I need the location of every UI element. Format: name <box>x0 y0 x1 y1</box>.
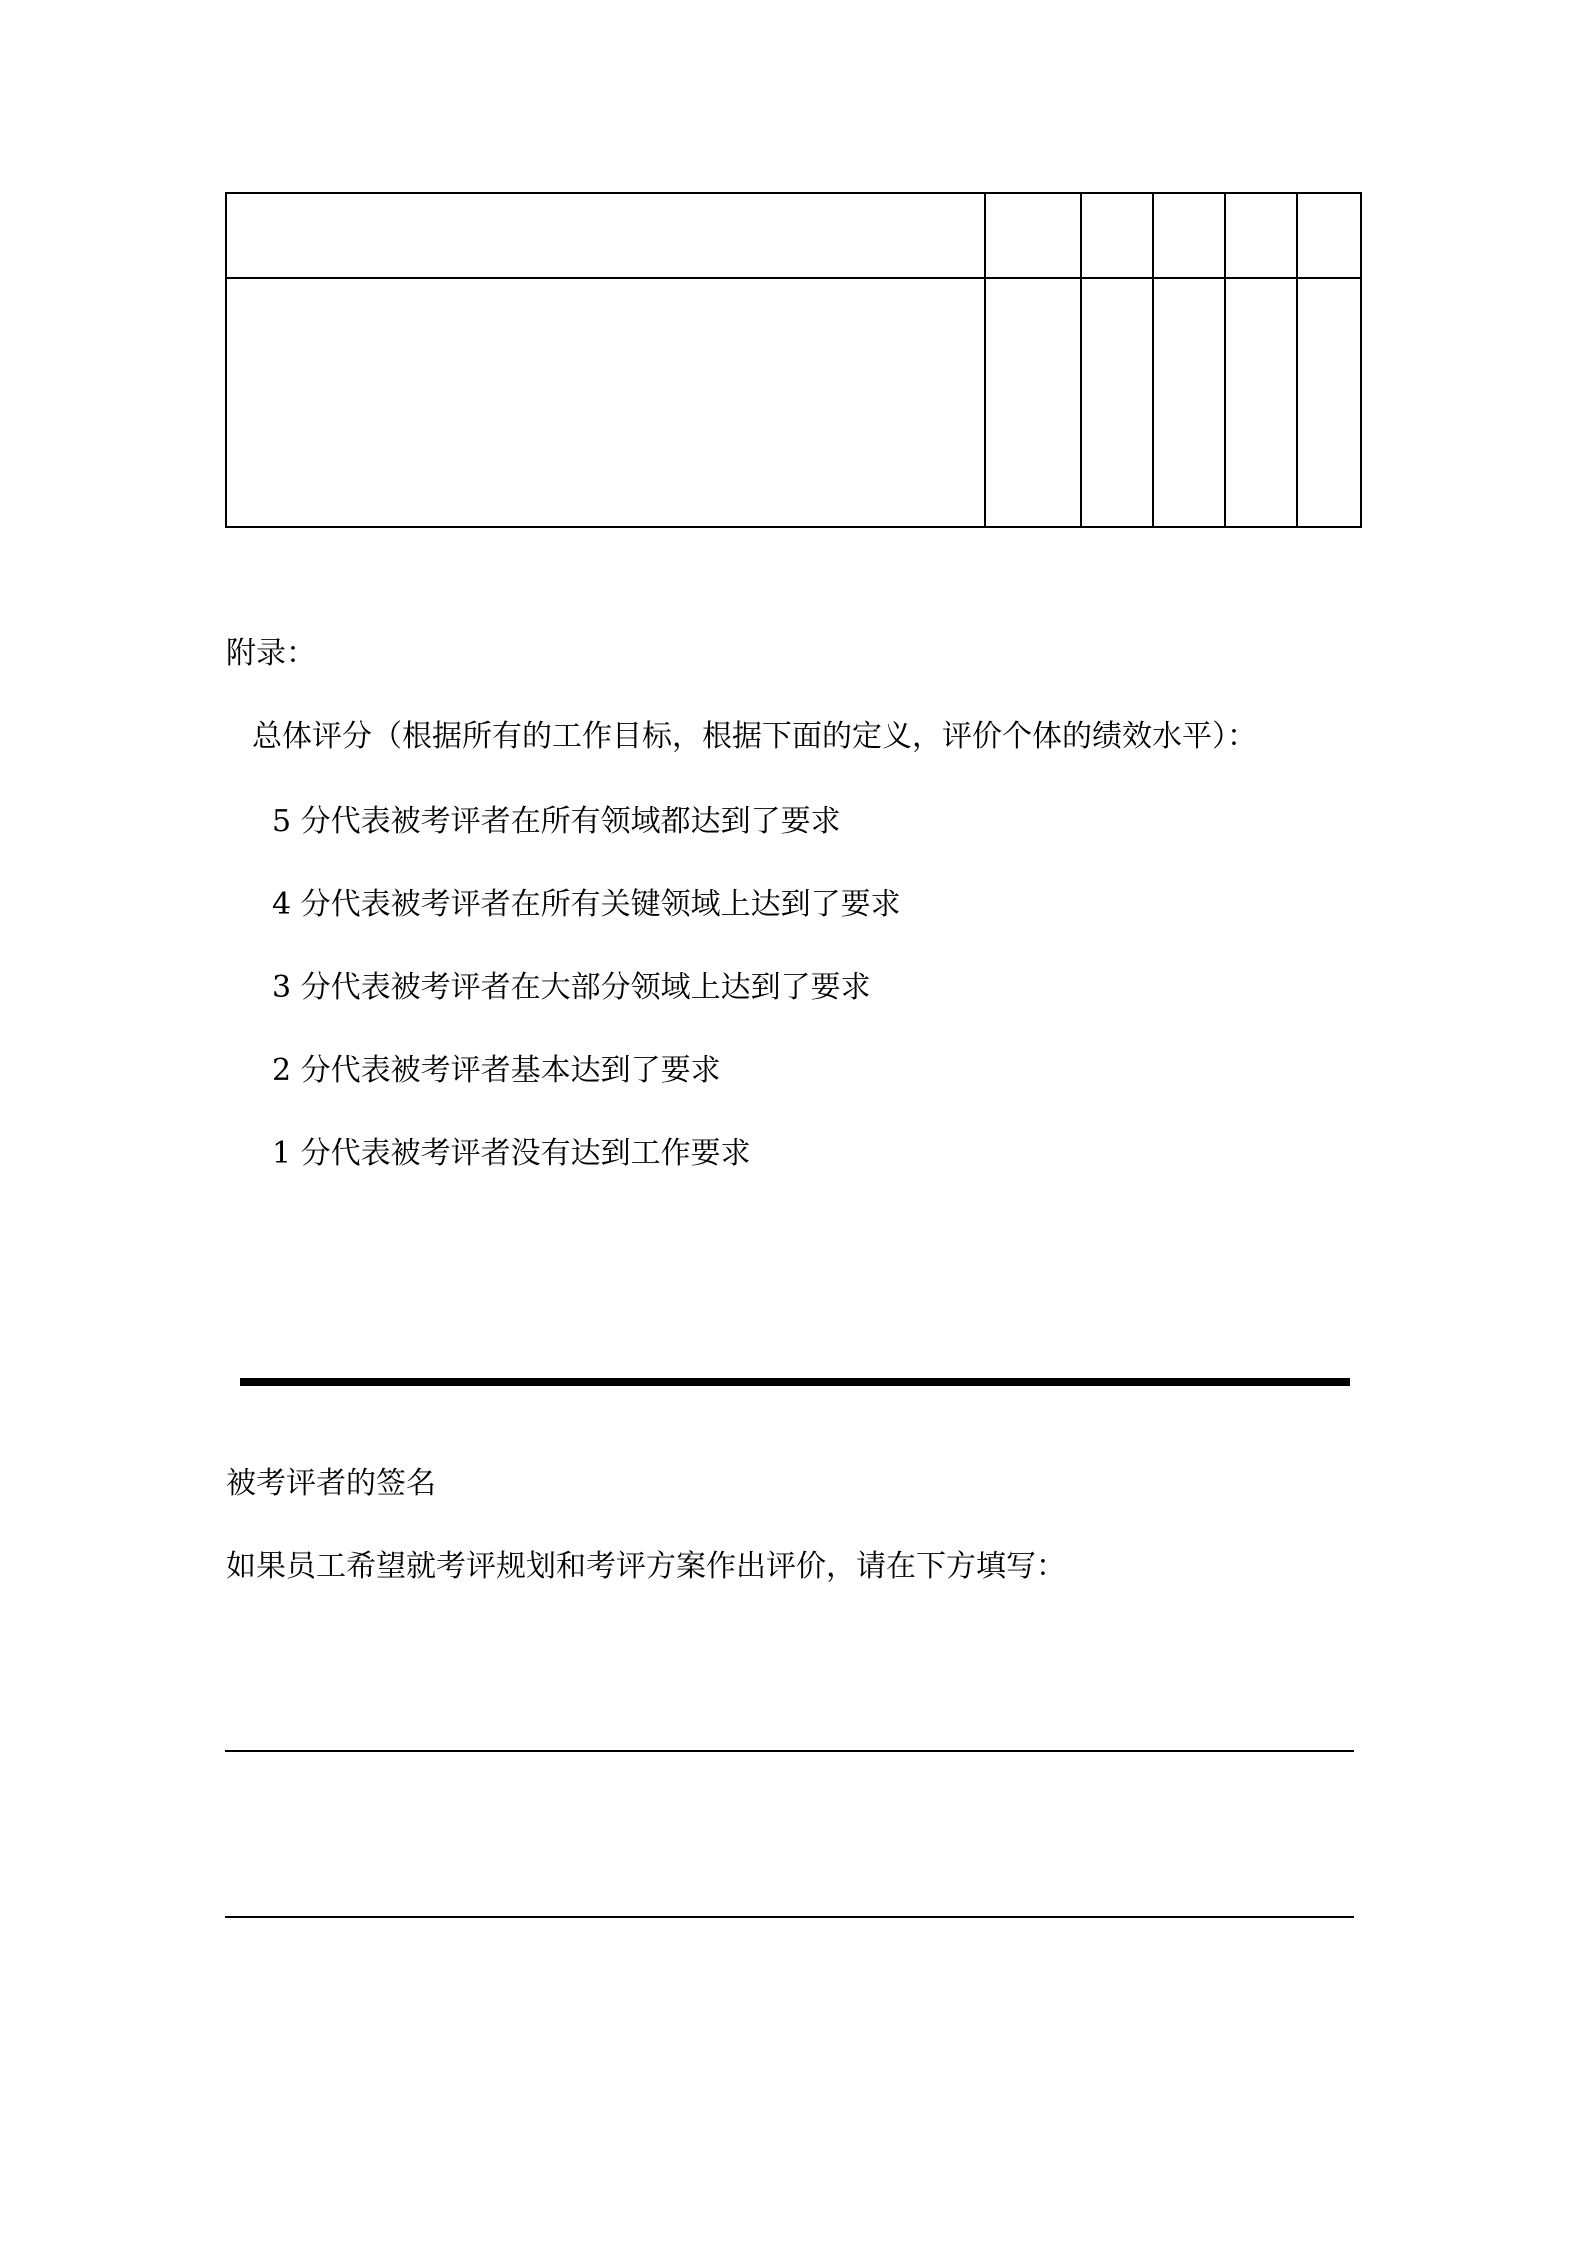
table-header-score-cell[interactable] <box>986 194 1080 277</box>
table-header-score-cell[interactable] <box>1298 194 1360 277</box>
table-header-score-cell[interactable] <box>1082 194 1152 277</box>
table-header-score-cell[interactable] <box>1154 194 1224 277</box>
section-separator <box>240 1378 1350 1386</box>
score-definition-5: 5 分代表被考评者在所有领域都达到了要求 <box>272 804 841 839</box>
table-header-score-cell[interactable] <box>1226 194 1296 277</box>
table-score-cell[interactable] <box>1154 279 1224 526</box>
appendix-title: 附录： <box>226 636 316 671</box>
table-header-criteria-cell[interactable] <box>227 194 984 277</box>
table-score-cell[interactable] <box>1226 279 1296 526</box>
table-score-cell[interactable] <box>1082 279 1152 526</box>
feedback-fill-line[interactable] <box>225 1750 1354 1752</box>
rating-table <box>225 192 1362 528</box>
score-definition-1: 1 分代表被考评者没有达到工作要求 <box>272 1136 751 1171</box>
overall-rating-intro: 总体评分（根据所有的工作目标，根据下面的定义，评价个体的绩效水平）： <box>252 719 1257 754</box>
feedback-fill-line[interactable] <box>225 1916 1354 1918</box>
score-definition-4: 4 分代表被考评者在所有关键领域上达到了要求 <box>272 887 901 922</box>
feedback-prompt: 如果员工希望就考评规划和考评方案作出评价，请在下方填写： <box>226 1549 1066 1584</box>
table-score-cell[interactable] <box>986 279 1080 526</box>
signature-label: 被考评者的签名 <box>226 1466 436 1501</box>
score-definition-2: 2 分代表被考评者基本达到了要求 <box>272 1053 721 1088</box>
table-criteria-cell[interactable] <box>227 279 984 526</box>
score-definition-3: 3 分代表被考评者在大部分领域上达到了要求 <box>272 970 871 1005</box>
table-score-cell[interactable] <box>1298 279 1360 526</box>
